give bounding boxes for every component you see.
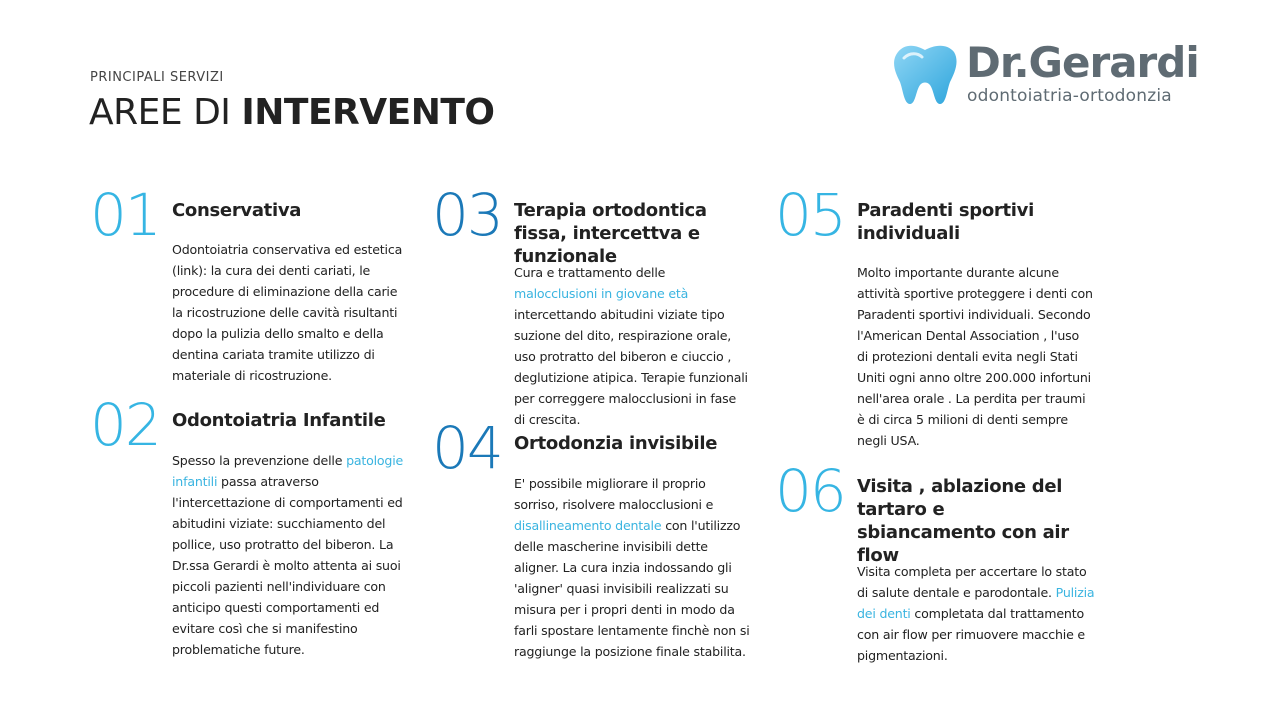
service-number: 03 [432, 181, 502, 249]
service-text: E' possibile migliorare il proprio sorriso, risolvere malocclusioni e disallineamento dentale con l'utilizzo delle mascherine invisibili dette aligner. La cura inzia indossando gli 'aligner' quasi invisibili realizzati su misura per i propri denti in modo da farli spostare lentamente finchè non si raggiunge la posizione finale stabilita. [514, 476, 750, 659]
service-title: Ortodonzia invisibile [514, 433, 718, 454]
title-light: AREE DI [89, 92, 242, 133]
service-title: Conservativa [172, 200, 302, 221]
service-text: Molto importante durante alcune attività sportive proteggere i denti con Paradenti sportivi individuali. Secondo l'American Dental Association , l'uso di protezioni dentali evita negli Stati Uniti ogni anno oltre 200.000 infortuni nell'area orale . La perdita per traumi è di circa 5 milioni di denti sempre negli USA. [857, 265, 1093, 448]
service-title: Visita , ablazione del tartaro e sbiancamento con air flow [857, 476, 1069, 566]
service-title: Odontoiatria Infantile [172, 410, 386, 431]
service-number: 04 [432, 414, 502, 482]
link-disallineamento-dentale[interactable]: disallineamento dentale [514, 518, 662, 533]
service-text: Cura e trattamento delle malocclusioni in giovane età intercettando abitudini viziate tipo suzione del dito, respirazione orale, uso protratto del biberon e ciuccio , deglutizione atipica. Terapie funzionali per correggere malocclusioni in fase di crescita. [514, 265, 748, 427]
dr-gerardi-logo[interactable] [892, 38, 1204, 108]
logo-brand: Dr.Gerardi [966, 38, 1199, 87]
logo-tagline: odontoiatria-ortodonzia [967, 86, 1172, 106]
link-pulizia-dei-denti[interactable]: Pulizia dei denti [857, 585, 1095, 621]
page-title [89, 92, 495, 133]
service-text: Odontoiatria conservativa ed estetica (link): la cura dei denti cariati, le procedure di eliminazione della carie la ricostruzione delle cavità risultanti dopo la pulizia dello smalto e della dentina cariata tramite utilizzo di materiale di ricostruzione. [172, 242, 403, 383]
service-text: Spesso la prevenzione delle patologie infantili passa atraverso l'intercettazione di comportamenti ed abitudini viziate: succhiamento del pollice, uso protratto del biberon. La Dr.ssa Gerardi è molto attenta ai suoi piccoli pazienti nell'individuare con anticipo questi comportamenti ed evitare così che si manifestino problematiche future. [172, 453, 404, 657]
title-bold: INTERVENTO [241, 92, 495, 133]
link-malocclusioni[interactable]: malocclusioni in giovane età [514, 286, 689, 301]
link-patologie-infantili[interactable]: patologie infantili [172, 453, 404, 489]
service-number: 05 [775, 181, 845, 249]
section-eyebrow: PRINCIPALI SERVIZI [90, 70, 224, 85]
service-title: Terapia ortodontica fissa, intercettva e funzionale [514, 200, 707, 267]
service-number: 06 [775, 457, 845, 525]
tooth-icon [892, 44, 958, 106]
service-number: 02 [90, 391, 160, 459]
service-number: 01 [90, 181, 160, 249]
service-title: Paradenti sportivi individuali [857, 200, 1034, 244]
service-text: Visita completa per accertare lo stato di salute dentale e parodontale. Pulizia dei denti completata dal trattamento con air flow per rimuovere macchie e pigmentazioni. [857, 564, 1095, 663]
